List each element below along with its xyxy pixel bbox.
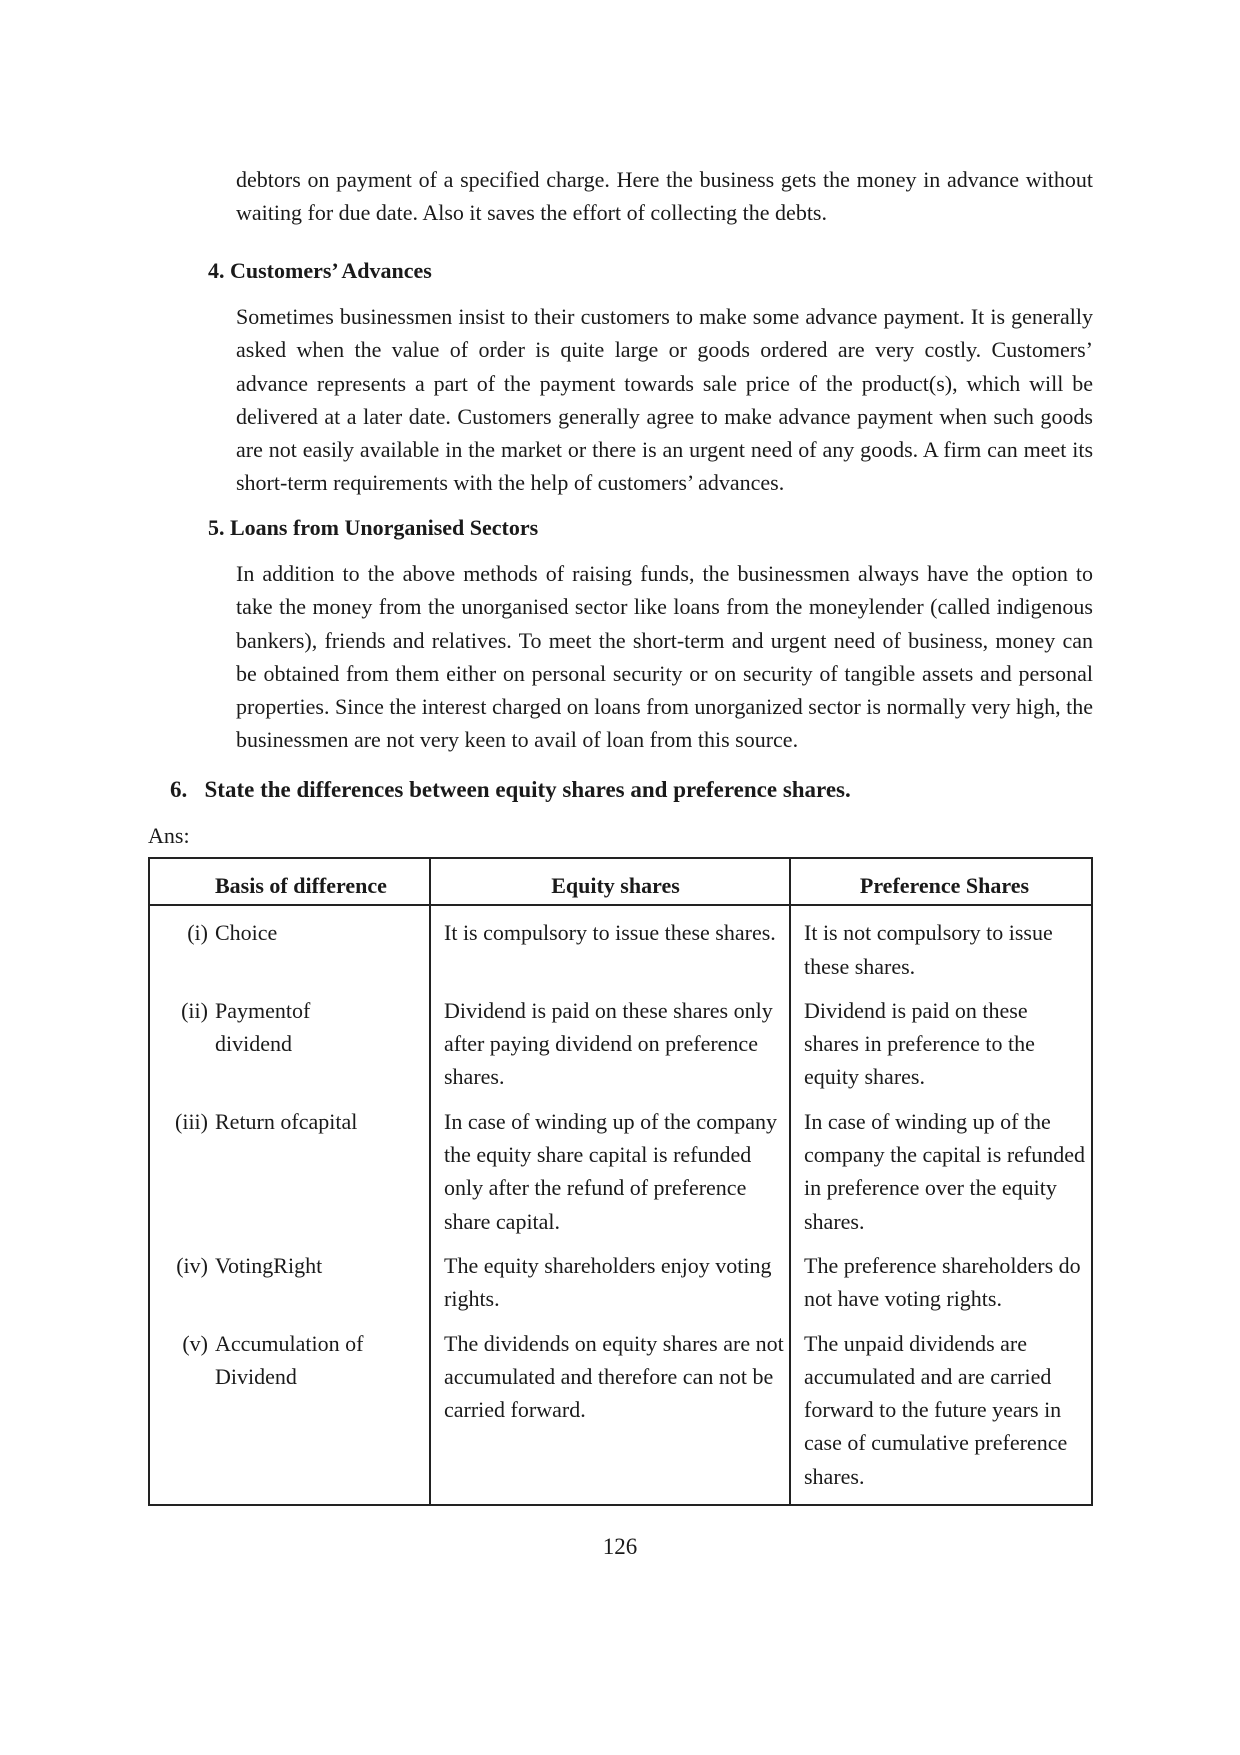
row-basis: Accumulation of Dividend	[215, 1330, 364, 1389]
row-basis: Return ofcapital	[215, 1108, 358, 1134]
table-row	[149, 1327, 1092, 1505]
row-number: (i)	[187, 920, 208, 946]
row-basis: VotingRight	[215, 1252, 323, 1278]
header-basis: Basis of difference	[215, 858, 430, 905]
page-number: 126	[602, 1534, 638, 1559]
paragraph-factoring-end: debtors on payment of a specified charge. Here the business gets the money in advance without waiting for due date. Also it saves the effort of collecting the debts.	[236, 167, 1093, 226]
paragraph-customers-advances: Sometimes businessmen insist to their customers to make some advance payment. It is generally asked when the value of order is quite large or goods ordered are very costly. Customers’ advance represents a part of the payment towards sale price of the product(s), which will be delivered at a later date. Customers generally agree to make advance payment when such goods are not easily available in the market or there is an urgent need of any goods. A firm can meet its short-term requirements with the help of customers’ advances.	[236, 304, 1093, 496]
row-basis: Paymentof dividend	[215, 997, 311, 1057]
header-number-cell	[149, 858, 215, 905]
differences-table	[148, 857, 1093, 1506]
table-row	[149, 994, 1092, 1105]
row-equity: The dividends on equity shares are not accumulated and therefore can not be carried forward.	[430, 1327, 790, 1505]
header-preference: Preference Shares	[790, 858, 1092, 905]
row-preference: It is not compulsory to issue these shares.	[790, 905, 1092, 994]
row-equity: In case of winding up of the company the equity share capital is refunded only after the refund of preference share capital.	[430, 1105, 790, 1249]
row-basis: Choice	[215, 920, 278, 946]
row-number: (v)	[182, 1330, 208, 1356]
table-row	[149, 1249, 1092, 1327]
table-row	[149, 905, 1092, 994]
heading-unorganised-loans: 5. Loans from Unorganised Sectors	[208, 515, 539, 540]
row-preference: Dividend is paid on these shares in preference to the equity shares.	[790, 994, 1092, 1105]
ans-label: Ans:	[148, 823, 190, 848]
row-preference: The preference shareholders do not have voting rights.	[790, 1249, 1092, 1327]
header-equity: Equity shares	[430, 858, 790, 905]
row-equity: The equity shareholders enjoy voting rights.	[430, 1249, 790, 1327]
row-preference: The unpaid dividends are accumulated and are carried forward to the future years in case of cumulative preference shares.	[790, 1327, 1092, 1505]
row-equity: Dividend is paid on these shares only after paying dividend on preference shares.	[430, 994, 790, 1105]
table-row	[149, 1105, 1092, 1249]
row-equity: It is compulsory to issue these shares.	[430, 905, 790, 994]
row-number: (ii)	[181, 997, 208, 1023]
question-6: 6. State the differences between equity shares and preference shares.	[170, 777, 851, 802]
heading-customers-advances: 4. Customers’ Advances	[208, 258, 432, 283]
paragraph-unorganised-loans: In addition to the above methods of raising funds, the businessmen always have the option to take the money from the unorganised sector like loans from the moneylender (called indigenous bankers), friends and relatives. To meet the short-term and urgent need of business, money can be obtained from them either on personal security or on security of tangible assets and personal properties. Since the interest charged on loans from unorganized sector is normally very high, the businessmen are not very keen to avail of loan from this source.	[236, 561, 1093, 753]
row-number: (iv)	[176, 1252, 208, 1278]
row-preference: In case of winding up of the company the capital is refunded in preference over the equity shares.	[790, 1105, 1092, 1249]
table-header-row	[149, 858, 1092, 905]
row-number: (iii)	[175, 1108, 208, 1134]
